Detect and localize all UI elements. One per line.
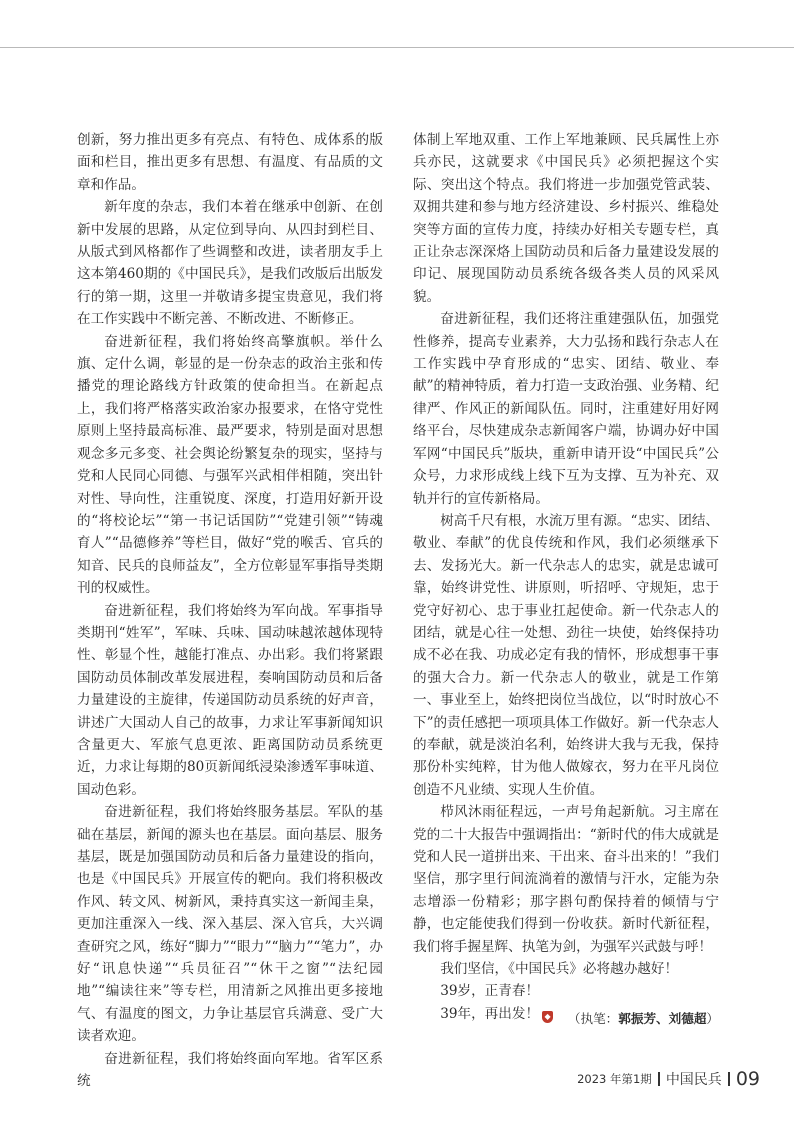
closing-line: 我们坚信，《中国民兵》必将越办越好！: [440, 961, 679, 978]
author-signature: [413, 1005, 719, 1027]
paragraph: 新年度的杂志，我们本着在继承中创新、在创新中发展的思路，从定位到导向、从四封到栏目、从版式到风格都作了些调整和改进，读者朋友手上这本第460期的《中国民兵》，是我们改版后出版发行的第一期，这里一并敬请多提宝贵意见，我们将在工作实践中不断完善、不断改进、不断修正。: [77, 199, 383, 328]
page-number: 09: [735, 1068, 760, 1090]
magazine-name: 中国民兵: [665, 1072, 722, 1088]
paragraph: 奋进新征程，我们将始终面向军地。省军区系统: [77, 1050, 383, 1090]
footer-divider: [658, 1072, 660, 1086]
closing-text: 39年，再出发！: [440, 1005, 540, 1022]
signature-suffix: ）: [706, 1011, 719, 1026]
end-mark-icon: ◆: [542, 1011, 553, 1023]
article-right-column: [413, 129, 719, 1025]
signature-prefix: （执笔：: [567, 1011, 619, 1026]
paragraph: 奋进新征程，我们将始终服务基层。军队的基础在基层，新闻的源头也在基层。面向基层、服务基层，既是加强国防动员和后备力量建设的指向，也是《中国民兵》开展宣传的靶向。我们将积极改作风、转文风、树新风，秉持真实这一新闻圭臬，更加注重深入一线、深入基层、深入官兵，大兴调查研究之风，练好“脚力”“眼力”“脑力”“笔力”，办好“讯息快递”“兵员征召”“休干之窗”“法纪园地”“编读往来”等专栏，用清新之风推出更多接地气、有温度的图文，力争让基层官兵满意、受广大读者欢迎。: [77, 804, 383, 1045]
issue-label: 2023 年第1期: [577, 1072, 652, 1086]
closing-line: 39岁，正青春！: [440, 983, 540, 1000]
paragraph: 奋进新征程，我们还将注重建强队伍，加强党性修养，提高专业素养，大力弘扬和践行杂志人在工作实践中孕育形成的“忠实、团结、敬业、奉献”的精神特质，着力打造一支政治强、业务精、纪律严、作风正的新闻队伍。同时，注重建好用好网络平台，尽快建成杂志新闻客户端，协调办好中国军网“中国民兵”版块，重新申请开设“中国民兵”公众号，力求形成线上线下互为支撑、互为补充、双轨并行的宣传新格局。: [413, 311, 720, 507]
page-footer: [577, 1064, 760, 1094]
header-rule: [0, 47, 794, 48]
paragraph: 奋进新征程，我们将始终为军向战。军事指导类期刊“姓军”，军味、兵味、国动味越浓越体现特性、彰显个性，越能打准点、办出彩。我们将紧跟国防动员体制改革发展进程，奏响国防动员和后备力量建设的主旋律，传递国防动员系统的好声音，讲述广大国动人自己的故事，力求让军事新闻知识含量更大、军旅气息更浓、距离国防动员系统更近，力求让每期的80页新闻纸浸染渗透军事味道、国动色彩。: [77, 602, 383, 798]
paragraph: 创新，努力推出更多有亮点、有特色、成体系的版面和栏目，推出更多有思想、有温度、有品质的文章和作品。: [77, 132, 383, 193]
paragraph: 奋进新征程，我们将始终高擎旗帜。举什么旗、定什么调，彰显的是一份杂志的政治主张和传播党的理论路线方针政策的使命担当。在新起点上，我们将严格落实政治家办报要求，在恪守党性原则上坚持最高标准、最严要求，特别是面对思想观念多元多变、社会舆论纷繁复杂的现实，坚持与党和人民同心同德、与强军兴武相伴相随，突出针对性、导向性，注重锐度、深度，打造用好新开设的“将校论坛”“第一书记话国防”“党建引领”“铸魂育人”“品德修养”等栏目，做好“党的喉舌、官兵的知音、民兵的良师益友”，全方位彰显军事指导类期刊的权威性。: [77, 333, 384, 597]
article-left-column: [77, 129, 383, 1092]
paragraph: 体制上军地双重、工作上军地兼顾、民兵属性上亦兵亦民，这就要求《中国民兵》必须把握这个实际、突出这个特点。我们将进一步加强党管武装、双拥共建和参与地方经济建设、乡村振兴、维稳处突等方面的宣传力度，持续办好相关专题专栏，真正让杂志深深烙上国防动员和后备力量建设发展的印记、展现国防动员系统各级各类人员的风采风貌。: [413, 132, 719, 305]
paragraph: 树高千尺有根，水流万里有源。“忠实、团结、敬业、奉献”的优良传统和作风，我们必须继承下去、发扬光大。新一代杂志人的忠实，就是忠诚可靠，始终讲党性、讲原则，听招呼、守规矩，忠于党守好初心、忠于事业扛起使命。新一代杂志人的团结，就是心往一处想、劲往一块使，始终保持功成不必在我、功成必定有我的情怀，形成想事干事的强大合力。新一代杂志人的敬业，就是工作第一、事业至上，始终把岗位当战位，以“时时放心不下”的责任感把一项项具体工作做好。新一代杂志人的奉献，就是淡泊名利，始终讲大我与无我，保持那份朴实纯粹，甘为他人做嫁衣，努力在平凡岗位创造不凡业绩、实现人生价值。: [413, 512, 720, 798]
paragraph: 栉风沐雨征程远，一声号角起新航。习主席在党的二十大报告中强调指出：“新时代的伟大成就是党和人民一道拼出来、干出来、奋斗出来的！”我们坚信，那字里行间流淌着的激情与汗水，定能为杂志增添一份精彩；那字斟句酌保持着的倾情与宁静，也定能使我们得到一份收获。新时代新征程，我们将手握星辉、执笔为剑，为强军兴武鼓与呼！: [413, 804, 720, 955]
author-names: 郭振芳、刘德超: [618, 1011, 707, 1026]
footer-divider: [728, 1072, 730, 1086]
